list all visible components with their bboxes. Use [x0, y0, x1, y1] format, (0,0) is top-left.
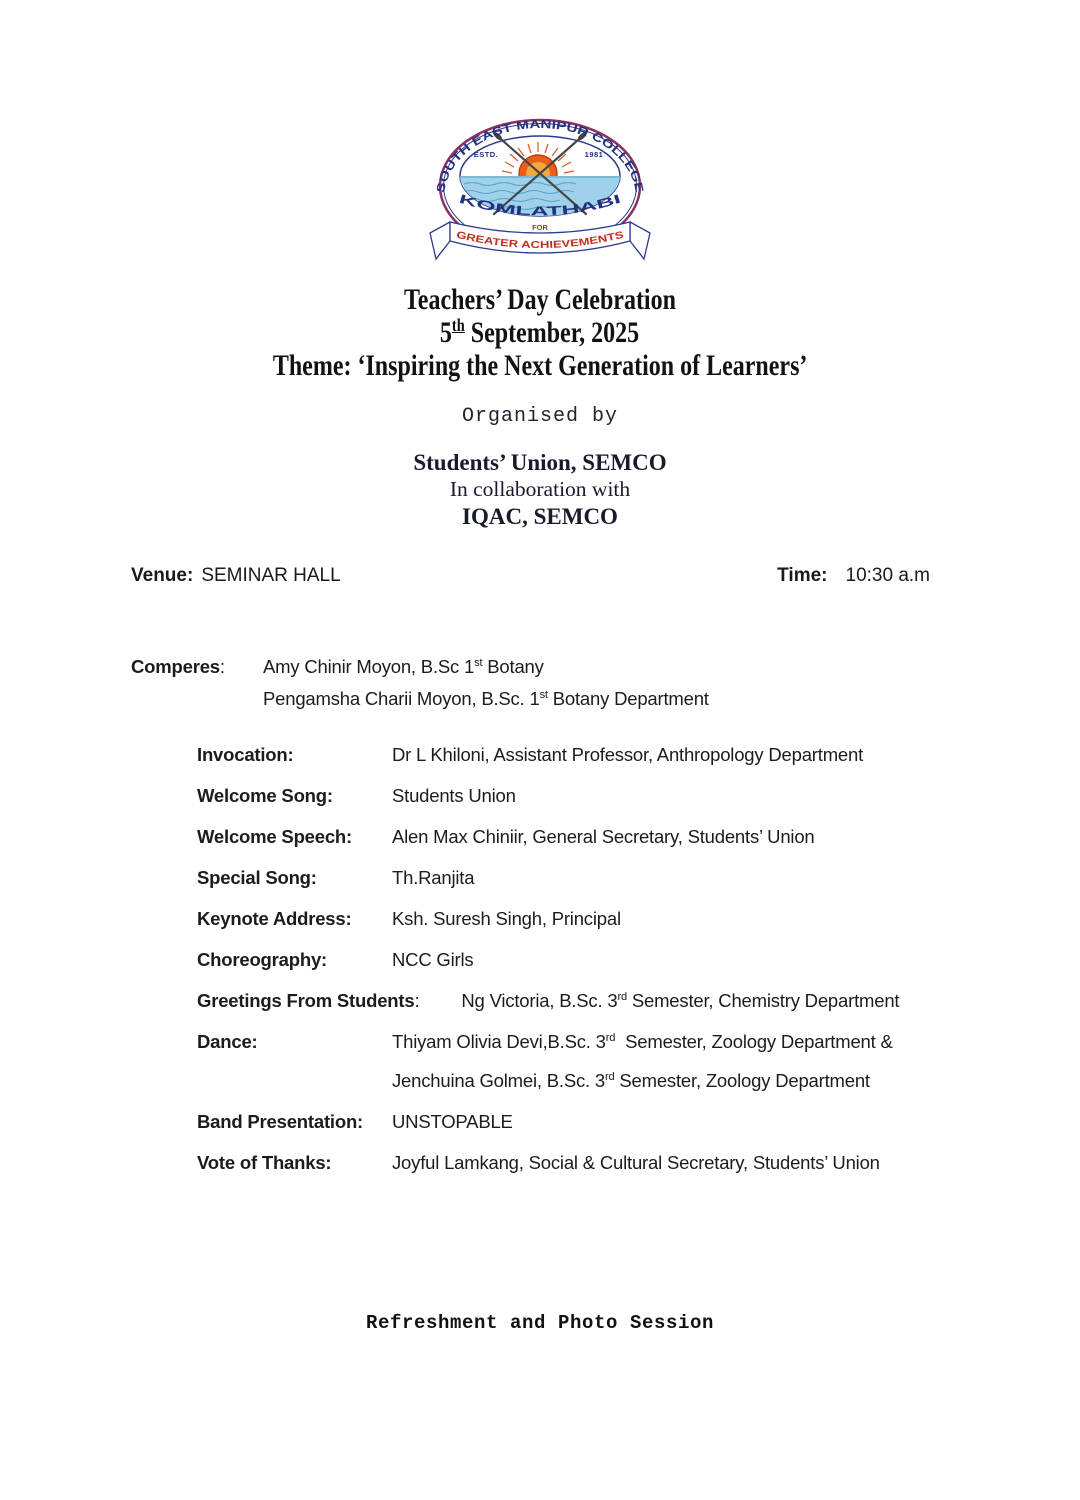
program-row-greetings — [197, 990, 1050, 1011]
compere-text: Botany Department — [547, 688, 709, 709]
event-theme-text: Theme: ‘Inspiring the Next Generation of Learners’ — [272, 349, 808, 382]
program-label: Special Song: — [197, 867, 317, 888]
program-label-colon: : — [414, 990, 420, 1011]
organised-by-label: Organised by — [461, 405, 619, 428]
program-row-band — [197, 1111, 1050, 1132]
program-value: Joyful Lamkang, Social & Cultural Secretary, Students’ Union — [392, 1152, 880, 1173]
program-value: Alen Max Chiniir, General Secretary, Students’ Union — [392, 826, 815, 847]
ordinal-suffix: th — [452, 315, 466, 335]
organiser-secondary: IQAC, SEMCO — [462, 504, 618, 529]
footer-note: Refreshment and Photo Session — [365, 1312, 715, 1334]
program-value: NCC Girls — [392, 949, 474, 970]
time-label: Time: — [777, 565, 828, 586]
dance-line-1 — [392, 1031, 893, 1052]
program-row-keynote — [197, 908, 1050, 929]
compere-text: Botany — [482, 656, 544, 677]
program-value: Ksh. Suresh Singh, Principal — [392, 908, 621, 929]
program-label: Welcome Song: — [197, 785, 333, 806]
program-label-text: Greetings From Students — [197, 990, 415, 1011]
program-value: Dr L Khiloni, Assistant Professor, Anthropology Department — [392, 744, 864, 765]
program-row-choreography — [197, 949, 1050, 970]
venue-value: SEMINAR HALL — [201, 565, 341, 586]
program-row-dance — [197, 1031, 1050, 1091]
dance-line-2 — [392, 1070, 893, 1091]
compere-text: Pengamsha Charii Moyon, B.Sc. 1 — [263, 688, 540, 709]
date-rest: September, 2025 — [465, 316, 640, 349]
comperes-values — [263, 656, 709, 720]
ordinal-suffix: st — [539, 688, 548, 701]
program-row-vote-of-thanks — [197, 1152, 1050, 1173]
organiser-primary: Students’ Union, SEMCO — [413, 450, 667, 475]
venue-time-row — [131, 565, 930, 587]
program-row-welcome-song — [197, 785, 1050, 806]
compere-text: Amy Chinir Moyon, B.Sc 1 — [263, 656, 475, 677]
college-logo-svg — [424, 110, 656, 268]
compere-entry — [263, 688, 709, 710]
program-row-invocation — [197, 744, 1050, 765]
program-label: Keynote Address: — [197, 908, 352, 929]
program-row-special-song — [197, 867, 1050, 888]
program-value — [392, 1031, 893, 1091]
program-value-text: Ng Victoria, B.Sc. 3 — [461, 990, 618, 1011]
event-date — [0, 316, 1080, 349]
event-title-text: Teachers’ Day Celebration — [404, 283, 676, 316]
program-label: Band Presentation: — [197, 1111, 364, 1132]
program-label: Choreography: — [197, 949, 327, 970]
ordinal-suffix: st — [474, 656, 483, 669]
program-value — [461, 990, 899, 1011]
program-label: Vote of Thanks: — [197, 1152, 332, 1173]
organiser-block — [0, 449, 1080, 530]
program-value: UNSTOPABLE — [392, 1111, 513, 1132]
college-logo — [424, 110, 656, 273]
program-list — [197, 744, 1050, 1193]
program-value: Students Union — [392, 785, 516, 806]
comperes-label — [131, 656, 263, 720]
organiser-collab: In collaboration with — [449, 477, 631, 501]
program-label: Dance: — [197, 1031, 258, 1052]
logo-location: KOMLATHABI — [457, 191, 620, 219]
logo-estd-year: 1981 — [584, 150, 604, 159]
compere-entry — [263, 656, 709, 678]
logo-estd-label: ESTD. — [473, 150, 499, 159]
comperes-label-text: Comperes — [131, 656, 220, 677]
event-theme — [0, 349, 1080, 382]
program-label — [197, 990, 419, 1011]
title-block — [0, 283, 1080, 382]
program-row-welcome-speech — [197, 826, 1050, 847]
program-value-text: Semester, Chemistry Department — [626, 990, 900, 1011]
comperes-colon: : — [219, 656, 225, 677]
time-value: 10:30 a.m — [845, 565, 930, 586]
program-value-text: Thiyam Olivia Devi,B.Sc. 3 — [392, 1031, 606, 1052]
venue — [131, 565, 341, 587]
program-value: Th.Ranjita — [392, 867, 475, 888]
program-label: Invocation: — [197, 744, 294, 765]
time — [777, 565, 930, 587]
event-date-text — [440, 316, 639, 349]
program-value-text: Semester, Zoology Department — [614, 1070, 870, 1091]
date-day: 5 — [440, 316, 453, 349]
ordinal-suffix: rd — [605, 1070, 615, 1083]
venue-label: Venue: — [131, 565, 194, 586]
logo-motto-bottom: GREATER ACHIEVEMENTS — [455, 229, 623, 252]
program-value-text: Jenchuina Golmei, B.Sc. 3 — [392, 1070, 605, 1091]
program-value-text: Semester, Zoology Department & — [615, 1031, 893, 1052]
logo-college-name: SOUTH EAST MANIPUR COLLEGE — [435, 118, 645, 194]
ordinal-suffix: rd — [617, 990, 627, 1003]
program-label: Welcome Speech: — [197, 826, 352, 847]
logo-motto-top: FOR — [532, 223, 548, 232]
comperes-section — [131, 656, 1040, 720]
event-title — [0, 283, 1080, 316]
ordinal-suffix: rd — [605, 1031, 616, 1044]
